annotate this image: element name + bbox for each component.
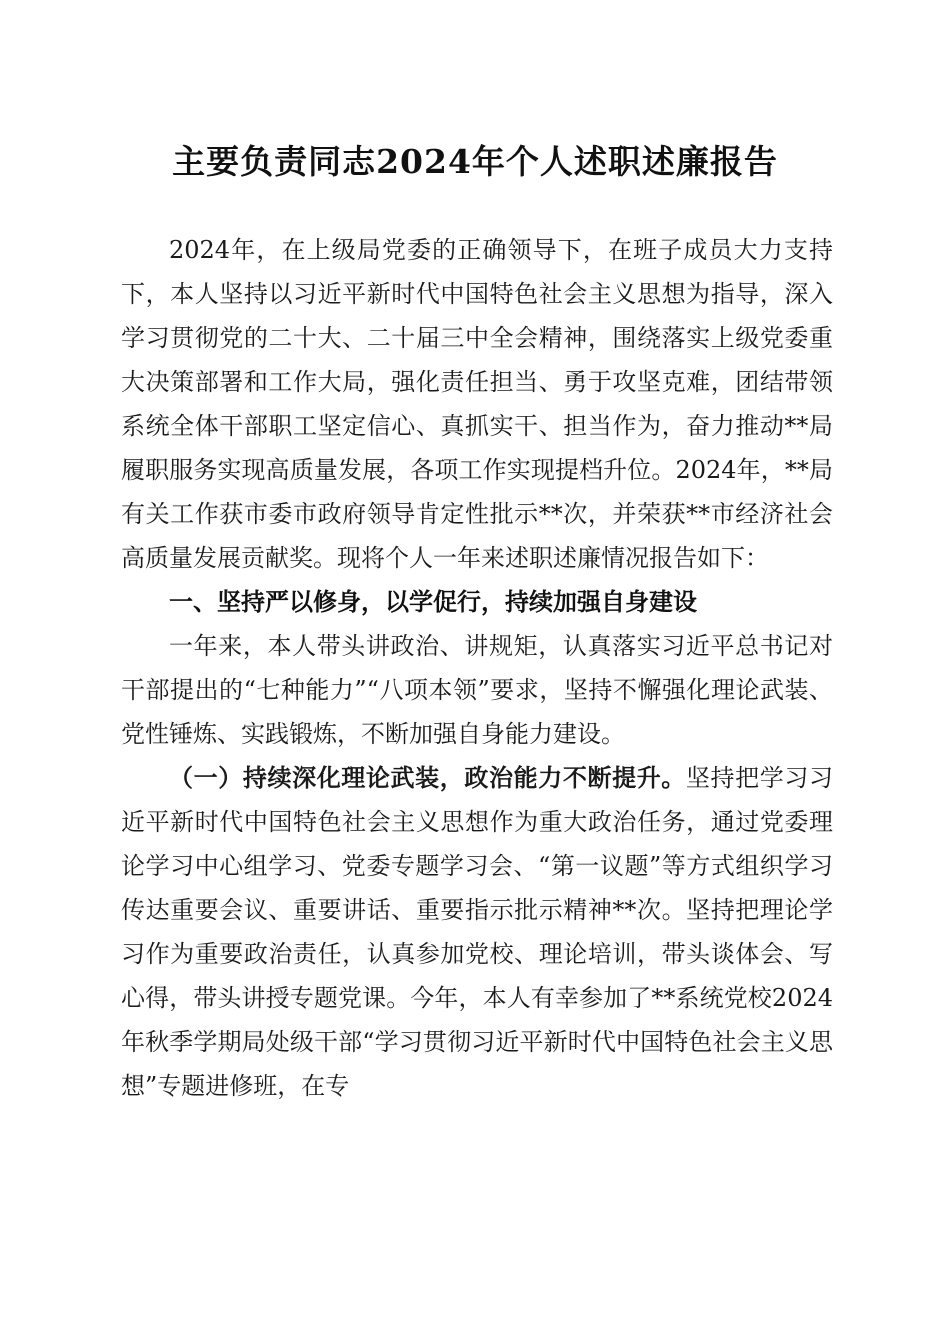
section-heading-1: 一、坚持严以修身，以学促行，持续加强自身建设 [169,588,697,616]
subsection-1-lead: （一）持续深化理论武装，政治能力不断提升。 [169,763,686,792]
subsection-1-paragraph [121,756,833,1108]
intro-paragraph: 2024年，在上级局党委的正确领导下，在班子成员大力支持下，本人坚持以习近平新时代中国特色社会主义思想为指导，深入学习贯彻党的二十大、二十届三中全会精神，围绕落实上级党委重大决策部署和工作大局，强化责任担当、勇于攻坚克难，团结带领系统全体干部职工坚定信心、真抓实干、担当作为，奋力推动**局履职服务实现高质量发展，各项工作实现提档升位。2024年，**局有关工作获市委市政府领导肯定性批示**次，并荣获**市经济社会高质量发展贡献奖。现将个人一年来述职述廉情况报告如下： [121,236,833,572]
section-1-paragraph: 一年来，本人带头讲政治、讲规矩，认真落实习近平总书记对干部提出的“七种能力”“八项本领”要求，坚持不懈强化理论武装、党性锤炼、实践锻炼，不断加强自身能力建设。 [121,632,833,748]
document-title: 主要负责同志2024年个人述职述廉报告 [172,142,778,181]
document-body [121,228,833,1108]
subsection-1-body: 坚持把学习习近平新时代中国特色社会主义思想作为重大政治任务，通过党委理论学习中心组学习、党委专题学习会、“第一议题”等方式组织学习传达重要会议、重要讲话、重要指示批示精神**次。坚持把理论学习作为重要政治责任，认真参加党校、理论培训，带头谈体会、写心得，带头讲授专题党课。今年，本人有幸参加了**系统党校2024年秋季学期局处级干部“学习贯彻习近平新时代中国特色社会主义思想”专题进修班，在专 [121,764,833,1100]
